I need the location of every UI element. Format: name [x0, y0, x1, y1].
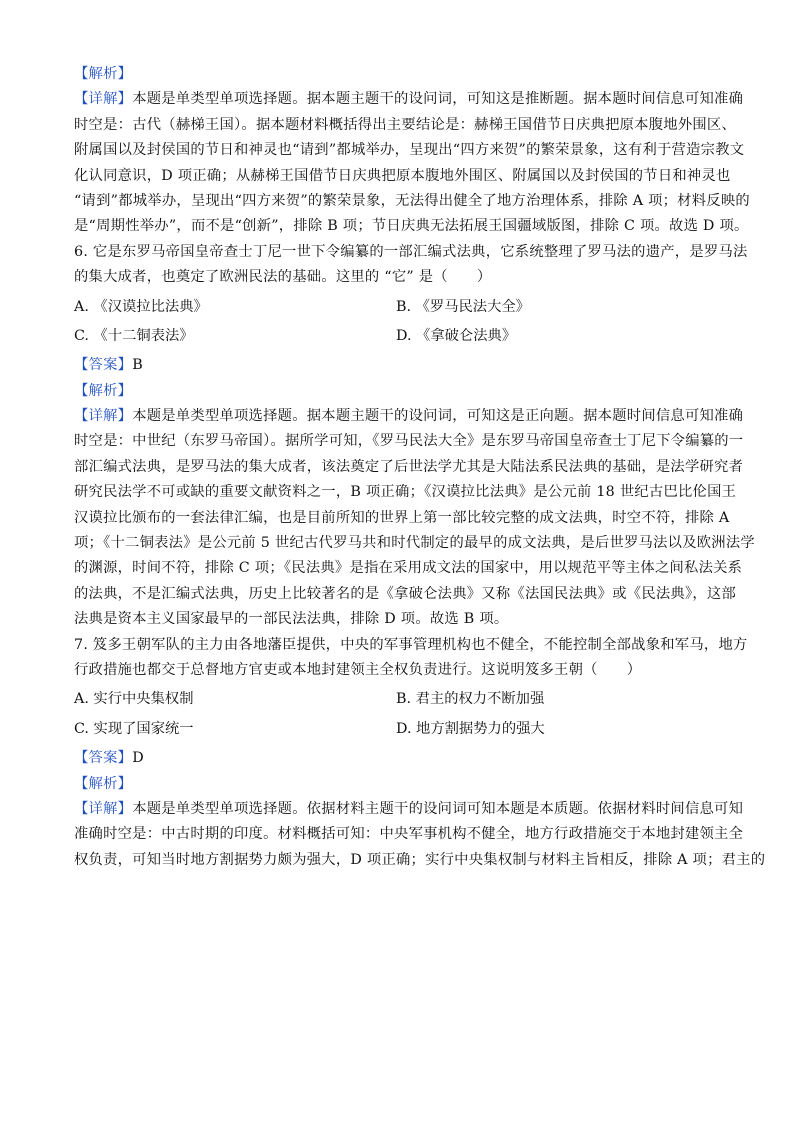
- q7-detail-line: 权负责，可知当时地方割据势力颇为强大，D 项正确；实行中央集权制与材料主旨相反，排除 A 项；君主的: [74, 851, 766, 868]
- q7-detail-line: 【详解】本题是单类型单项选择题。依据材料主题干的设问词可知本题是本质题。依据材料时间信息可知: [74, 800, 744, 817]
- q7-option-a: A. 实行中央集权制: [74, 691, 194, 708]
- q6-detail-line: 部汇编式法典，是罗马法的集大成者，该法奠定了后世法学尤其是大陆法系民法典的基础，是法学研究者: [74, 458, 744, 475]
- q5-detail-line: 附属国以及封侯国的节日和神灵也“请到”都城举办，呈现出“四方来贺”的繁荣景象，这有利于营造宗教文: [74, 142, 745, 159]
- q7-option-b: B. 君主的权力不断加强: [396, 691, 545, 708]
- q6-detail-line: 的渊源，时间不符，排除 C 项；《民法典》是指在采用成文法的国家中，用以规范平等主体之间私法关系: [74, 560, 743, 577]
- q6-detail-line: 法典是资本主义国家最早的一部民法法典，排除 D 项。故选 B 项。: [74, 611, 509, 628]
- q6-option-d: D. 《拿破仑法典》: [396, 327, 517, 344]
- q6-option-b: B. 《罗马民法大全》: [396, 298, 530, 315]
- q5-detail-line: 【详解】本题是单类型单项选择题。据本题主题干的设问词，可知这是推断题。据本题时间信息可知准确: [74, 91, 744, 108]
- q7-stem-line: 7. 笈多王朝军队的主力由各地藩臣提供，中央的军事管理机构也不健全，不能控制全部战象和军马，地方: [74, 636, 748, 653]
- q6-detail-line: 项；《十二铜表法》是公元前 5 世纪古代罗马共和时代制定的最早的成文法典，是后世罗马法以及欧洲法学: [74, 535, 755, 552]
- q6-detail-line: 研究民法学不可或缺的重要文献资料之一，B 项正确；《汉谟拉比法典》是公元前 18 世纪古巴比伦国王: [74, 484, 737, 501]
- q6-option-a: A. 《汉谟拉比法典》: [74, 298, 208, 315]
- q5-analysis-heading: 【解析】: [74, 66, 133, 82]
- q7-options-row: [74, 717, 724, 742]
- q6-options-row: [74, 324, 724, 349]
- q7-detail-line: 准确时空是：中古时期的印度。材料概括可知：中央军事机构不健全，地方行政措施交于本地封建领主全: [74, 826, 744, 843]
- q6-analysis-heading: 【解析】: [74, 382, 133, 399]
- q5-detail-line: 是“周期性举办”，而不是“创新”，排除 B 项；节日庆典无法拓展王国疆域版图，排除 C 项。故选 D 项。: [74, 218, 749, 235]
- q7-stem-line: 行政措施也都交于总督地方官吏或本地封建领主全权负责进行。这说明笈多王朝（ ）: [74, 661, 642, 678]
- q6-detail-line: 的法典，不是汇编式法典，历史上比较著名的是《拿破仑法典》又称《法国民法典》或《民法典》，这部: [74, 585, 737, 602]
- q7-options-row: [74, 687, 724, 712]
- q6-stem-line: 6. 它是东罗马帝国皇帝查士丁尼一世下令编纂的一部汇编式法典，它系统整理了罗马法的遗产，是罗马法: [74, 243, 748, 260]
- q5-detail-line: 时空是：古代（赫梯王国）。据本题材料概括得出主要结论是：赫梯王国借节日庆典把原本腹地外围区、: [74, 116, 737, 133]
- q6-options-row: [74, 295, 724, 320]
- q6-stem-line: 的集大成者，也奠定了欧洲民法的基础。这里的 “它” 是（ ）: [74, 269, 492, 286]
- detail-tag: 【详解】: [74, 91, 133, 108]
- q5-detail-line: 化认同意识，D 项正确；从赫梯王国借节日庆典把原本腹地外围区、附属国以及封侯国的节日和神灵也: [74, 167, 731, 184]
- q7-analysis-heading: 【解析】: [74, 775, 133, 792]
- q7-answer: 【答案】D: [74, 750, 144, 767]
- q5-detail-line: “请到”都城举办，呈现出“四方来贺”的繁荣景象，无法得出健全了地方治理体系，排除 A 项；材料反映的: [74, 192, 750, 209]
- q6-detail-line: 汉谟拉比颁布的一套法律汇编，也是目前所知的世界上第一部比较完整的成文法典，时空不符，排除 A: [74, 509, 730, 526]
- q7-option-d: D. 地方割据势力的强大: [396, 720, 545, 737]
- q6-answer: 【答案】B: [74, 357, 143, 374]
- q6-detail-line: 【详解】本题是单类型单项选择题。据本题主题干的设问词，可知这是正向题。据本题时间信息可知准确: [74, 408, 744, 425]
- q6-detail-line: 时空是：中世纪（东罗马帝国）。据所学可知，《罗马民法大全》是东罗马帝国皇帝查士丁尼下令编纂的一: [74, 433, 744, 450]
- q7-option-c: C. 实现了国家统一: [74, 720, 194, 737]
- document-page: [74, 62, 766, 873]
- q6-option-c: C. 《十二铜表法》: [74, 327, 194, 344]
